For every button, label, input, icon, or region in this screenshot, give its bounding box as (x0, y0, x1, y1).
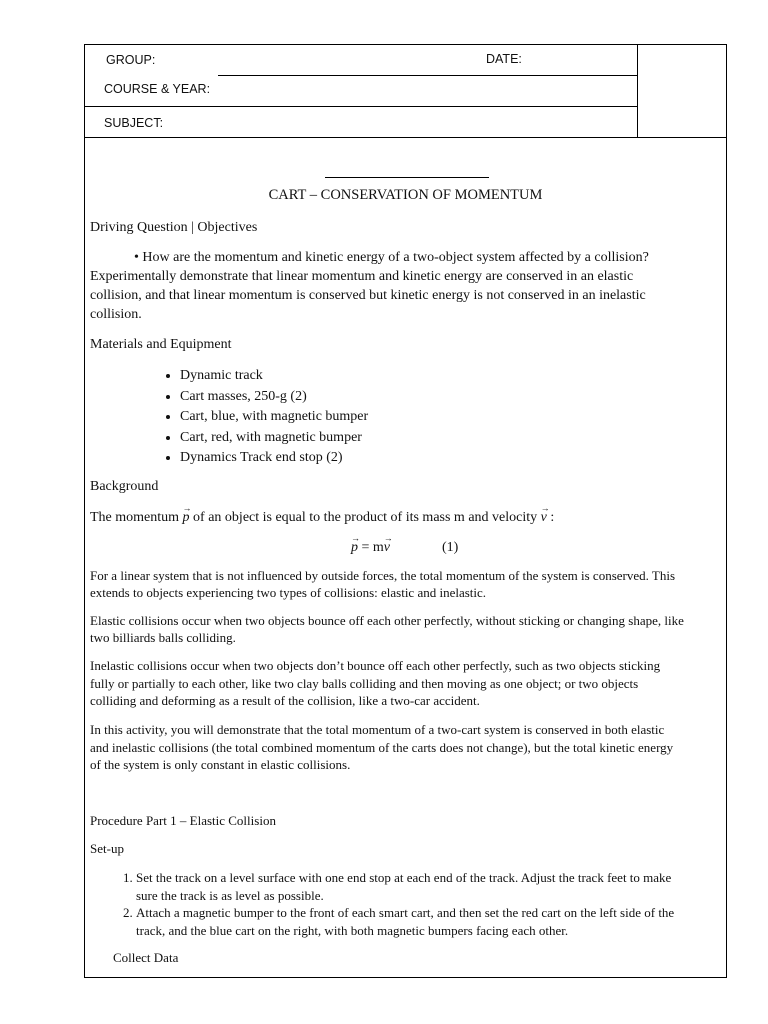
paragraph-line: fully or partially to each other, like two clay balls colliding and then moving as one object; or two objects (90, 676, 639, 691)
header-divider-3 (84, 137, 727, 138)
date-label: DATE: (486, 52, 522, 66)
paragraph-line: two billiards balls colliding. (90, 630, 236, 645)
momentum-text-2: of an object is equal to the product of its mass m and velocity (193, 510, 538, 525)
setup-heading: Set-up (90, 841, 124, 856)
list-item: • Dynamics Track end stop (2) (180, 448, 368, 469)
materials-heading: Materials and Equipment (90, 337, 232, 352)
list-item: 2. Attach a magnetic bumper to the front of each smart cart, and then set the red cart on the left side of the track, and the blue cart on the right, with both magnetic bumpers facing each other. (136, 904, 741, 939)
equation-number: (1) (442, 540, 459, 555)
course-year-label: COURSE & YEAR: (104, 82, 211, 96)
procedure-heading: Procedure Part 1 – Elastic Collision (90, 813, 276, 828)
paragraph-line: and inelastic collisions (the total combined momentum of the carts does not change), but the total kinetic energy (90, 740, 674, 755)
momentum-text-3: : (550, 510, 555, 525)
list-item: • Dynamic track (180, 366, 368, 387)
paragraph-line: In this activity, you will demonstrate that the total momentum of a two-cart system is conserved in both elastic (90, 722, 665, 737)
header-divider-2 (84, 106, 638, 107)
momentum-definition (90, 508, 554, 527)
title-rule (325, 177, 489, 178)
paragraph-line: Elastic collisions occur when two objects bounce off each other perfectly, without sticking or changing shape, like (90, 613, 684, 628)
momentum-text-1: The momentum (90, 510, 180, 525)
paragraph-line: For a linear system that is not influenced by outside forces, the total momentum of the system is conserved. This (90, 568, 676, 583)
driving-question-bullet: • How are the momentum and kinetic energy of a two-object system affected by a collision? (134, 250, 649, 265)
paragraph-line: colliding and deforming as a result of the collision, like a two-car accident. (90, 693, 480, 708)
collect-data-heading: Collect Data (113, 950, 179, 965)
setup-steps (108, 869, 741, 939)
group-label: GROUP: (106, 53, 156, 67)
equation-p: → p (351, 538, 358, 557)
list-item: • Cart masses, 250-g (2) (180, 387, 368, 408)
objective-line: Experimentally demonstrate that linear momentum and kinetic energy are conserved in an elastic (90, 269, 634, 284)
list-item: • Cart, red, with magnetic bumper (180, 428, 368, 449)
equation-mass: = m (358, 540, 384, 555)
momentum-equation (351, 538, 390, 557)
header-vertical-divider (637, 44, 638, 138)
objective-line: collision, and that linear momentum is conserved but kinetic energy is not conserved in an inelastic (90, 288, 646, 303)
subject-label: SUBJECT: (104, 116, 164, 130)
header-divider-1 (218, 75, 638, 76)
background-heading: Background (90, 479, 159, 494)
driving-question-heading: Driving Question | Objectives (90, 220, 258, 235)
list-item: 1. Set the track on a level surface with one end stop at each end of the track. Adjust the track feet to make sure the track is as level as possible. (136, 869, 741, 904)
materials-list (158, 366, 368, 469)
list-item: • Cart, blue, with magnetic bumper (180, 407, 368, 428)
objective-line: collision. (90, 307, 142, 322)
velocity-vector-symbol: → v (541, 508, 547, 527)
momentum-vector-symbol: → p (183, 508, 190, 527)
document-title: CART – CONSERVATION OF MOMENTUM (268, 187, 543, 203)
paragraph-line: extends to objects experiencing two types of collisions: elastic and inelastic. (90, 585, 487, 600)
paragraph-line: of the system is only constant in elastic collisions. (90, 757, 351, 772)
paragraph-line: Inelastic collisions occur when two objects don’t bounce off each other perfectly, such as two objects sticking (90, 658, 661, 673)
equation-v: → v (384, 538, 390, 557)
